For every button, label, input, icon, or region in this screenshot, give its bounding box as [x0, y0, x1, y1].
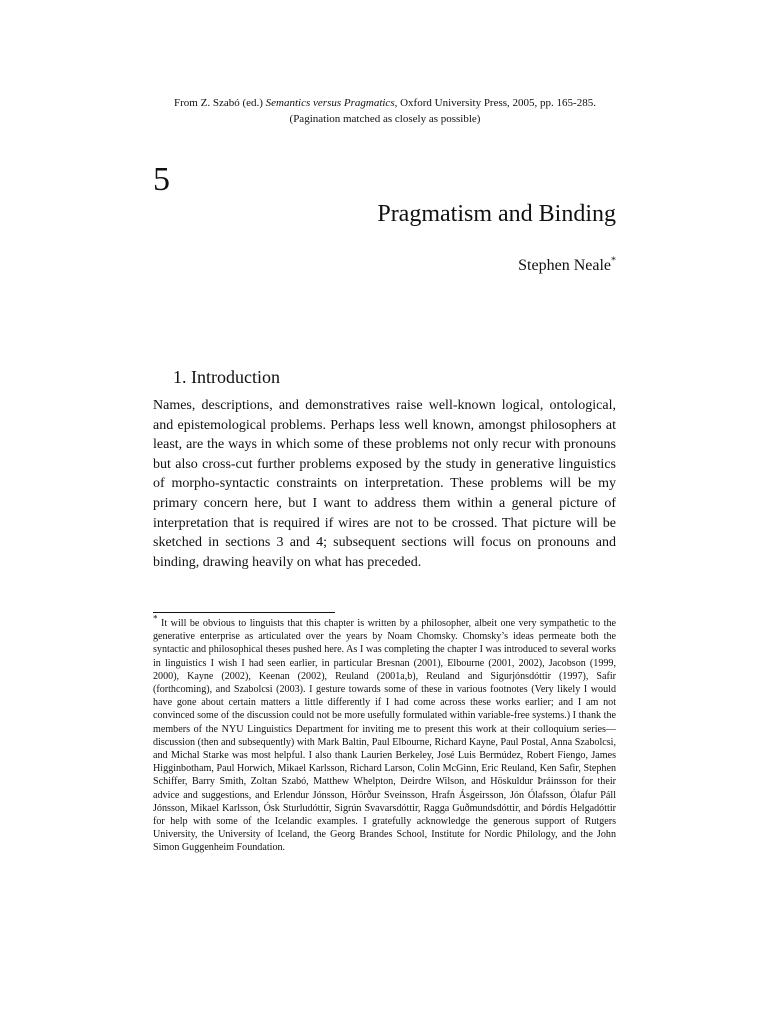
source-citation [0, 95, 770, 111]
footnote [153, 613, 616, 855]
author-name: Stephen Neale [518, 257, 611, 274]
source-suffix: , Oxford University Press, 2005, pp. 165-285. [394, 97, 596, 109]
author-line [518, 255, 616, 277]
footnote-marker: * [153, 613, 158, 624]
pagination-note: (Pagination matched as closely as possible) [289, 113, 481, 125]
author-footnote-marker: * [611, 255, 616, 267]
footnote-text: It will be obvious to linguists that this chapter is written by a philosopher, albeit one very sympathetic to the generative enterprise as articulated over the years by Noam Chomsky. Chomsky’s ideas permeate both the syntactic and philosophical theses pushed here. As I was completing the chapter I was introduced to several works in linguistics I wish I had seen earlier, in particular Bresnan (2001), Elbourne (2001, 2002), Jacobson (1999, 2000), Kayne (2002), Keenan (2002), Reuland (2001a,b), Reuland and Sigurjónsdóttir (1997), Safir (forthcoming), and Szabolcsi (2003). I gesture towards some of these in various footnotes (Very likely I would have gone about certain matters a little differently if I had come across these works earlier; and I am not convinced some of the discussion could not be more usefully formulated within variable-free systems.) I thank the members of the NYU Linguistics Department for inviting me to present this work at their colloquium series—discussion (then and subsequently) with Mark Baltin, Paul Elbourne, Richard Kayne, Paul Postal, Anna Szabolcsi, and Michal Starke was most helpful. I also thank Laurien Berkeley, José Luis Bermúdez, Robert Fiengo, James Higginbotham, Paul Horwich, Mikael Karlsson, Richard Larson, Colin McGinn, Eric Reuland, Ken Safir, Stephen Schiffer, Barry Smith, Zoltan Szabó, Matthew Whelpton, Deirdre Wilson, and Höskuldur Þráinsson for their advice and suggestions, and Erlendur Jónsson, Hörður Sveinsson, Hrafn Ásgeirsson, Jón Ólafsson, Ólafur Páll Jónsson, Mikael Karlsson, Ósk Sturludóttir, Sigrún Svavarsdóttir, Ragga Guðmundsdóttir, and Þórdís Helgadóttir for help with some of the Icelandic examples. I gratefully acknowledge the generous support of Rutgers University, the University of Iceland, the Georg Brandes School, Institute for Nordic Philology, and the John Simon Guggenheim Foundation. [153, 618, 616, 854]
chapter-number: 5 [153, 161, 170, 198]
source-book-title: Semantics versus Pragmatics [265, 97, 395, 109]
section-heading: 1. Introduction [173, 367, 280, 387]
footnote-divider [153, 612, 335, 613]
source-note [0, 95, 770, 127]
body-paragraph: Names, descriptions, and demonstratives raise well-known logical, ontological, and epistemological problems. Perhaps less well known, amongst philosophers at least, are the ways in which some of these problems not only recur with pronouns but also cross-cut further problems exposed by the study in generative linguistics of morpho-syntactic constraints on interpretation. These problems will be my primary concern here, but I want to address them within a general picture of interpretation that is required if wires are not to be crossed. That picture will be sketched in sections 3 and 4; subsequent sections will focus on pronouns and binding, drawing heavily on what has preceded. [153, 398, 616, 570]
chapter-title: Pragmatism and Binding [377, 201, 616, 227]
source-prefix: From Z. Szabó (ed.) [174, 97, 266, 109]
